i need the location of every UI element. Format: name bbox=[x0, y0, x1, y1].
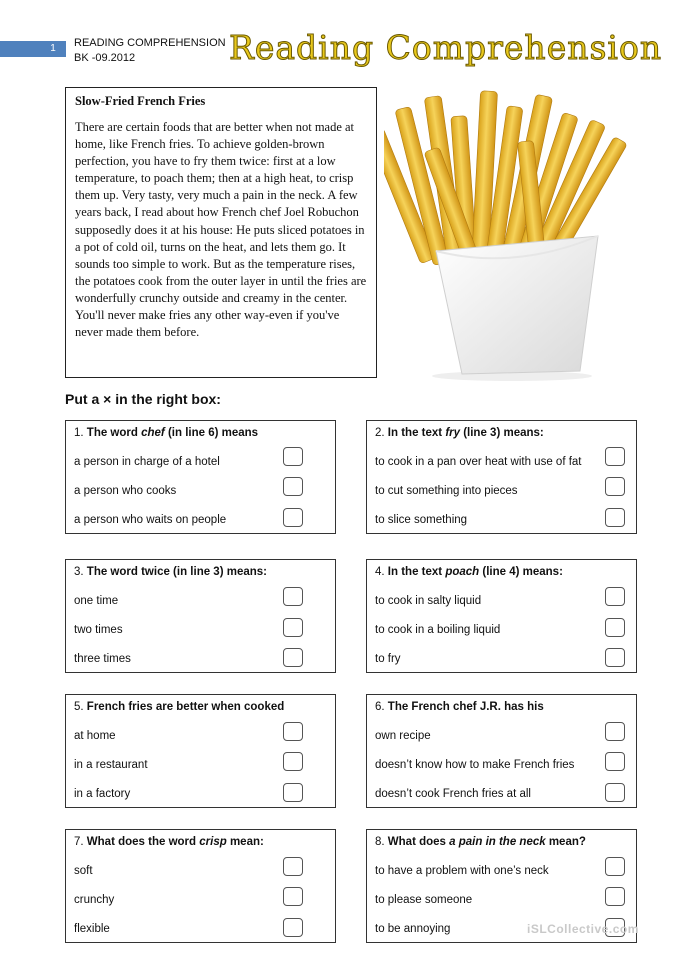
question-6-checkbox-b[interactable] bbox=[605, 752, 625, 771]
question-4-checkbox-b[interactable] bbox=[605, 618, 625, 637]
passage-body: There are certain foods that are better when not made at home, like French fries. To achieve golden-brown perfection, you have to fry them twice: first at a low temperature, to poach them; then at a high heat, to crisp them up. Very tasty, very much a pain in the neck. A few years back, I read about how French chef Joel Robuchon supposedly does it at his house: He puts sliced potatoes in a pot of cold oil, turns on the heat, and lets them go. It sounds too simple to work. But as the temperature rises, the potatoes cook from the outer layer in until the fries are wonderfully crunchy outside and creamy in the center. You'll never make fries any other way-even if you've never made them before. bbox=[75, 120, 367, 340]
question-3-checkbox-a[interactable] bbox=[283, 587, 303, 606]
question-6-option-b: doesn’t know how to make French fries bbox=[375, 759, 575, 771]
question-5-checkbox-c[interactable] bbox=[283, 783, 303, 802]
question-2-checkbox-c[interactable] bbox=[605, 508, 625, 527]
question-5-checkbox-a[interactable] bbox=[283, 722, 303, 741]
question-6-text: 6. The French chef J.R. has his bbox=[375, 701, 544, 713]
question-7-option-a: soft bbox=[74, 865, 93, 877]
question-6-checkbox-c[interactable] bbox=[605, 783, 625, 802]
question-2-checkbox-b[interactable] bbox=[605, 477, 625, 496]
question-1-option-b: a person who cooks bbox=[74, 485, 177, 497]
question-7-option-c: flexible bbox=[74, 923, 110, 935]
page-title: Reading Comprehension bbox=[229, 28, 663, 67]
reading-passage bbox=[65, 87, 377, 378]
question-1-option-a: a person in charge of a hotel bbox=[74, 456, 220, 468]
question-5-checkbox-b[interactable] bbox=[283, 752, 303, 771]
question-3-option-b: two times bbox=[74, 624, 123, 636]
question-8-option-a: to have a problem with one’s neck bbox=[375, 865, 549, 877]
question-1-option-c: a person who waits on people bbox=[74, 514, 227, 526]
cross-mark-icon: × bbox=[103, 391, 112, 407]
question-4-text: 4. In the text poach (line 4) means: bbox=[375, 566, 563, 578]
instruction bbox=[65, 391, 221, 407]
question-4 bbox=[366, 559, 637, 673]
question-7 bbox=[65, 829, 336, 943]
question-2-option-c: to slice something bbox=[375, 514, 468, 526]
question-3-checkbox-b[interactable] bbox=[283, 618, 303, 637]
header-line-2: BK -09.2012 bbox=[74, 52, 136, 64]
question-7-text: 7. What does the word crisp mean: bbox=[74, 836, 264, 848]
question-1 bbox=[65, 420, 336, 534]
question-3-option-c: three times bbox=[74, 653, 131, 665]
question-6-option-a: own recipe bbox=[375, 730, 431, 742]
question-7-checkbox-a[interactable] bbox=[283, 857, 303, 876]
question-5-option-c: in a factory bbox=[74, 788, 131, 800]
question-4-checkbox-a[interactable] bbox=[605, 587, 625, 606]
question-8-checkbox-b[interactable] bbox=[605, 887, 625, 906]
question-6-checkbox-a[interactable] bbox=[605, 722, 625, 741]
question-6-option-c: doesn’t cook French fries at all bbox=[375, 788, 531, 800]
question-1-checkbox-b[interactable] bbox=[283, 477, 303, 496]
question-3-checkbox-c[interactable] bbox=[283, 648, 303, 667]
instruction-suffix: in the right box: bbox=[115, 391, 221, 407]
french-fries-image bbox=[384, 86, 634, 382]
page-number: 1 bbox=[50, 43, 56, 54]
question-8-option-b: to please someone bbox=[375, 894, 473, 906]
question-4-option-b: to cook in a boiling liquid bbox=[375, 624, 501, 636]
question-8-option-c: to be annoying bbox=[375, 923, 451, 935]
question-3-text: 3. The word twice (in line 3) means: bbox=[74, 566, 267, 578]
question-5-option-b: in a restaurant bbox=[74, 759, 148, 771]
question-7-option-b: crunchy bbox=[74, 894, 115, 906]
question-7-checkbox-c[interactable] bbox=[283, 918, 303, 937]
question-3 bbox=[65, 559, 336, 673]
question-1-checkbox-c[interactable] bbox=[283, 508, 303, 527]
question-5 bbox=[65, 694, 336, 808]
question-2-option-a: to cook in a pan over heat with use of fat bbox=[375, 456, 582, 468]
question-2-text: 2. In the text fry (line 3) means: bbox=[375, 427, 544, 439]
question-2 bbox=[366, 420, 637, 534]
question-4-option-a: to cook in salty liquid bbox=[375, 595, 482, 607]
question-5-text: 5. French fries are better when cooked bbox=[74, 701, 285, 713]
question-1-checkbox-a[interactable] bbox=[283, 447, 303, 466]
document-header bbox=[74, 36, 226, 66]
question-4-option-c: to fry bbox=[375, 653, 401, 665]
question-6 bbox=[366, 694, 637, 808]
question-3-option-a: one time bbox=[74, 595, 119, 607]
question-4-checkbox-c[interactable] bbox=[605, 648, 625, 667]
instruction-prefix: Put a bbox=[65, 391, 100, 407]
question-1-text: 1. The word chef (in line 6) means bbox=[74, 427, 259, 439]
passage-title: Slow-Fried French Fries bbox=[75, 94, 206, 108]
question-5-option-a: at home bbox=[74, 730, 116, 742]
question-2-option-b: to cut something into pieces bbox=[375, 485, 518, 497]
question-8-text: 8. What does a pain in the neck mean? bbox=[375, 836, 586, 848]
question-2-checkbox-a[interactable] bbox=[605, 447, 625, 466]
question-8-checkbox-a[interactable] bbox=[605, 857, 625, 876]
watermark: iSLCollective.com bbox=[527, 922, 639, 936]
question-7-checkbox-b[interactable] bbox=[283, 887, 303, 906]
header-line-1: READING COMPREHENSION bbox=[74, 37, 226, 49]
